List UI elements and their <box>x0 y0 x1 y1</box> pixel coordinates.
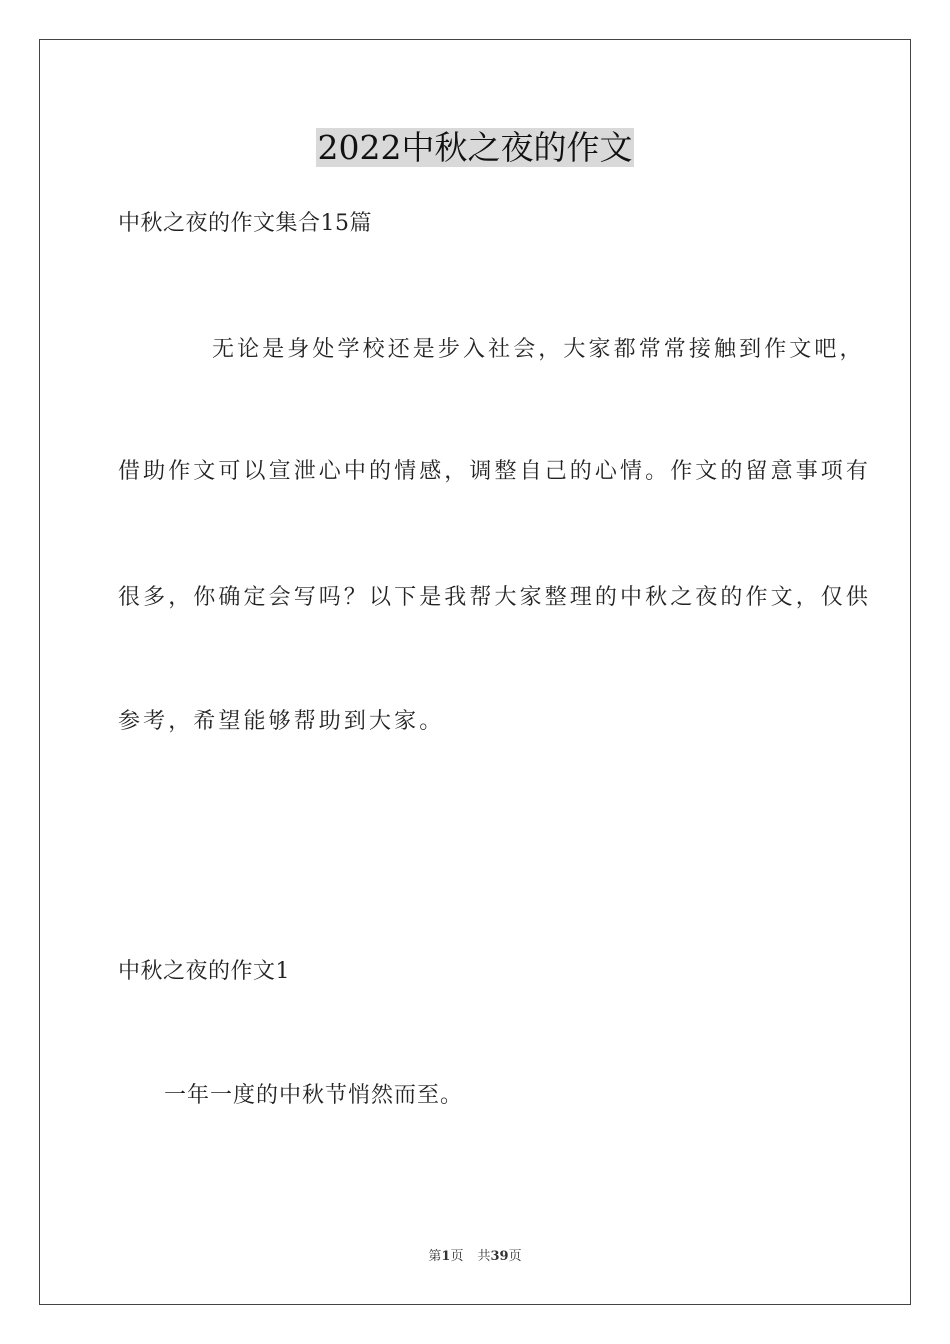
intro-line-1: 无论是身处学校还是步入社会，大家都常常接触到作文吧， <box>212 337 865 362</box>
document-subtitle: 中秋之夜的作文集合15篇 <box>118 211 372 236</box>
intro-line-2: 借助作文可以宣泄心中的情感，调整自己的心情。作文的留意事项有 <box>118 459 872 484</box>
section-first-line: 一年一度的中秋节悄然而至。 <box>164 1083 464 1108</box>
footer-total-prefix: 共 <box>477 1249 491 1264</box>
page-footer <box>0 1248 950 1266</box>
footer-page-suffix: 页 <box>450 1249 464 1264</box>
intro-line-3: 很多，你确定会写吗？以下是我帮大家整理的中秋之夜的作文，仅供 <box>118 585 872 610</box>
intro-line-4: 参考，希望能够帮助到大家。 <box>118 709 445 734</box>
document-title-text: 2022中秋之夜的作文 <box>317 128 633 167</box>
footer-page-prefix: 第 <box>428 1249 442 1264</box>
footer-page-number: 1 <box>441 1249 451 1264</box>
footer-total-pages: 39 <box>490 1249 509 1264</box>
footer-total-suffix: 页 <box>508 1249 522 1264</box>
section-heading: 中秋之夜的作文1 <box>118 959 290 984</box>
document-title <box>0 126 950 170</box>
